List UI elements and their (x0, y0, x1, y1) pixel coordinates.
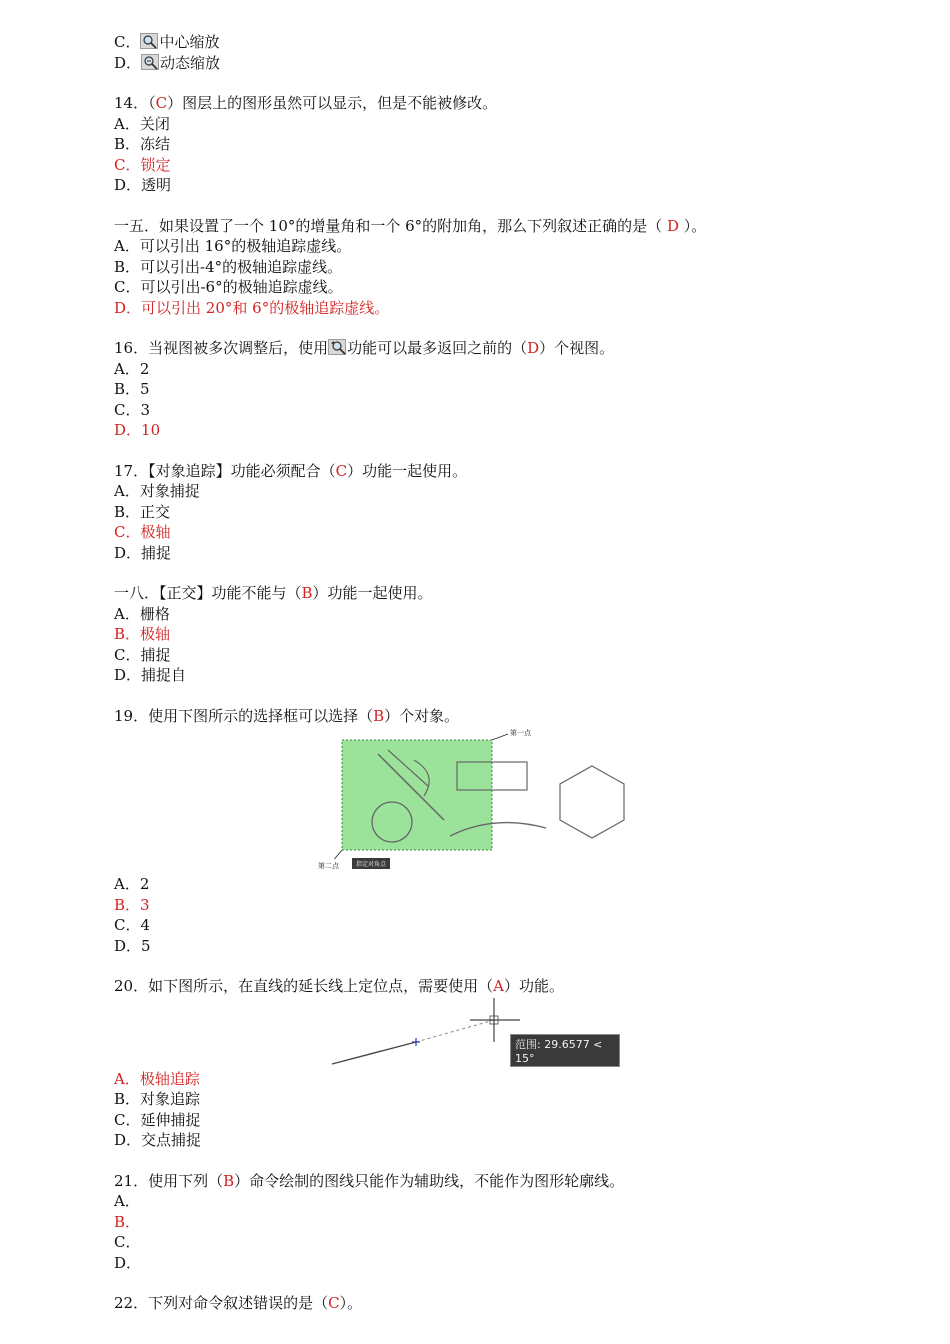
document-page (114, 32, 874, 1314)
question-16: 16．当视图被多次调整后，使用 功能可以最多返回之前的（D）个视图。 (114, 339, 615, 357)
option-b: B．冻结 (114, 135, 171, 153)
question-17: 17．【对象追踪】功能必须配合（C）功能一起使用。 (114, 461, 468, 480)
option-c: C．延伸捕捉 (114, 1110, 201, 1129)
option-c: C．捕捉 (114, 645, 171, 664)
option-c: C．可以引出-6°的极轴追踪虚线。 (114, 278, 343, 296)
option-a: A．可以引出 16°的极轴追踪虚线。 (114, 237, 352, 255)
option-b: B．对象追踪 (114, 1090, 201, 1108)
option-c: C．4 (114, 916, 151, 934)
option-b: B．5 (114, 380, 150, 398)
option-d: D． (114, 1253, 142, 1272)
question-14: 14．（C）图层上的图形虽然可以显示，但是不能被修改。 (114, 94, 498, 112)
question-21: 21．使用下列（B）命令绘制的图线只能作为辅助线，不能作为图形轮廓线。 (114, 1171, 625, 1190)
option-c-correct: C．极轴 (114, 523, 171, 541)
option-d: D．捕捉自 (114, 666, 187, 684)
option-a-correct: A．极轴追踪 (114, 1069, 200, 1088)
option-b: B．可以引出-4°的极轴追踪虚线。 (114, 257, 343, 276)
question-18: 一八．【正交】功能不能与（B）功能一起使用。 (114, 584, 433, 602)
question-20: 20．如下图所示，在直线的延长线上定位点，需要使用（A）功能。 (114, 977, 564, 995)
option-c-correct: C．锁定 (114, 155, 171, 174)
question-22: 22．下列对命令叙述错误的是（C）。 (114, 1294, 363, 1312)
selection-window-drawing (316, 724, 634, 872)
option-a: A．关闭 (114, 114, 170, 133)
specify-corner-tooltip: 指定对角点 (352, 858, 390, 869)
zoom-dynamic-icon (141, 54, 159, 70)
option-a: A．对象捕捉 (114, 482, 200, 500)
option-d: D．5 (114, 936, 151, 955)
option-a: A．2 (114, 359, 150, 378)
question-19: 19．使用下图所示的选择框可以选择（B）个对象。 (114, 706, 460, 725)
option-d: D．交点捕捉 (114, 1131, 202, 1149)
option-a: A．2 (114, 875, 150, 893)
polar-tracking-figure (330, 992, 620, 1068)
option-d: D．捕捉 (114, 543, 172, 562)
zoom-center-icon (140, 33, 158, 49)
zoom-previous-icon (328, 339, 346, 355)
option-b-correct: B．极轴 (114, 625, 171, 643)
option-c: C．3 (114, 400, 151, 419)
option-d-zoom-dynamic: D． 动态缩放 (114, 53, 221, 72)
option-b-correct: B．3 (114, 895, 150, 914)
option-d-correct: D．10 (114, 421, 161, 439)
option-a: A． (114, 1192, 140, 1210)
option-d-correct: D．可以引出 20°和 6°的极轴追踪虚线。 (114, 298, 390, 317)
option-c-zoom-center: C． 中心缩放 (114, 33, 220, 51)
option-c: C． (114, 1233, 141, 1251)
option-b: B．正交 (114, 502, 171, 521)
polar-range-tooltip: 范围: 29.6577 < 15° (510, 1034, 620, 1067)
first-point-label: 第一点 (510, 729, 531, 737)
question-15: 一五．如果设置了一个 10°的增量角和一个 6°的附加角，那么下列叙述正确的是（ D ）。 (114, 216, 707, 235)
option-d: D．透明 (114, 176, 172, 194)
selection-window-figure (316, 724, 634, 872)
second-point-label: 第二点 (318, 862, 339, 870)
option-a: A．栅格 (114, 604, 170, 623)
option-b-correct: B． (114, 1212, 141, 1231)
